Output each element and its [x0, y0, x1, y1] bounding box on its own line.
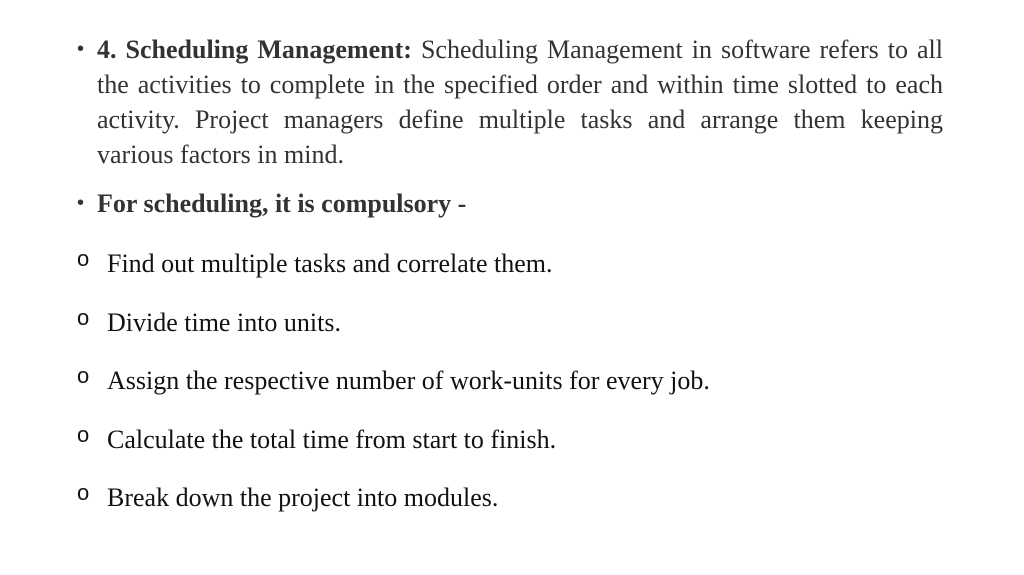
list-item	[77, 363, 977, 398]
circle-bullet-icon: o	[77, 422, 90, 447]
circle-bullet-icon: o	[77, 246, 90, 271]
list-item-text: Break down the project into modules.	[107, 483, 499, 512]
list-item-text: Calculate the total time from start to finish.	[107, 425, 557, 454]
paragraph-heading: For scheduling, it is compulsory -	[97, 189, 467, 218]
list-item	[77, 305, 977, 340]
circle-bullet-icon: o	[77, 305, 90, 330]
list-item-text: Divide time into units.	[107, 308, 341, 337]
bullet-paragraph-scheduling-management	[77, 32, 943, 172]
list-item-text: Find out multiple tasks and correlate them.	[107, 249, 553, 278]
list-item	[77, 422, 977, 457]
circle-bullet-icon: o	[77, 480, 90, 505]
bullet-icon: •	[77, 192, 85, 214]
circle-bullet-icon: o	[77, 363, 90, 388]
list-item	[77, 480, 977, 515]
paragraph-body: Scheduling Management in software refers to all the activities to complete in the specified order and within time slotted to each activity. Project managers define multiple tasks and arrange them keeping various factors in mind.	[97, 35, 943, 169]
paragraph-heading: 4. Scheduling Management:	[97, 35, 412, 64]
list-item-text: Assign the respective number of work-units for every job.	[107, 366, 710, 395]
bullet-icon: •	[77, 38, 85, 60]
list-item	[77, 246, 977, 281]
paragraph-text	[97, 32, 943, 172]
bullet-paragraph-compulsory	[77, 186, 943, 221]
